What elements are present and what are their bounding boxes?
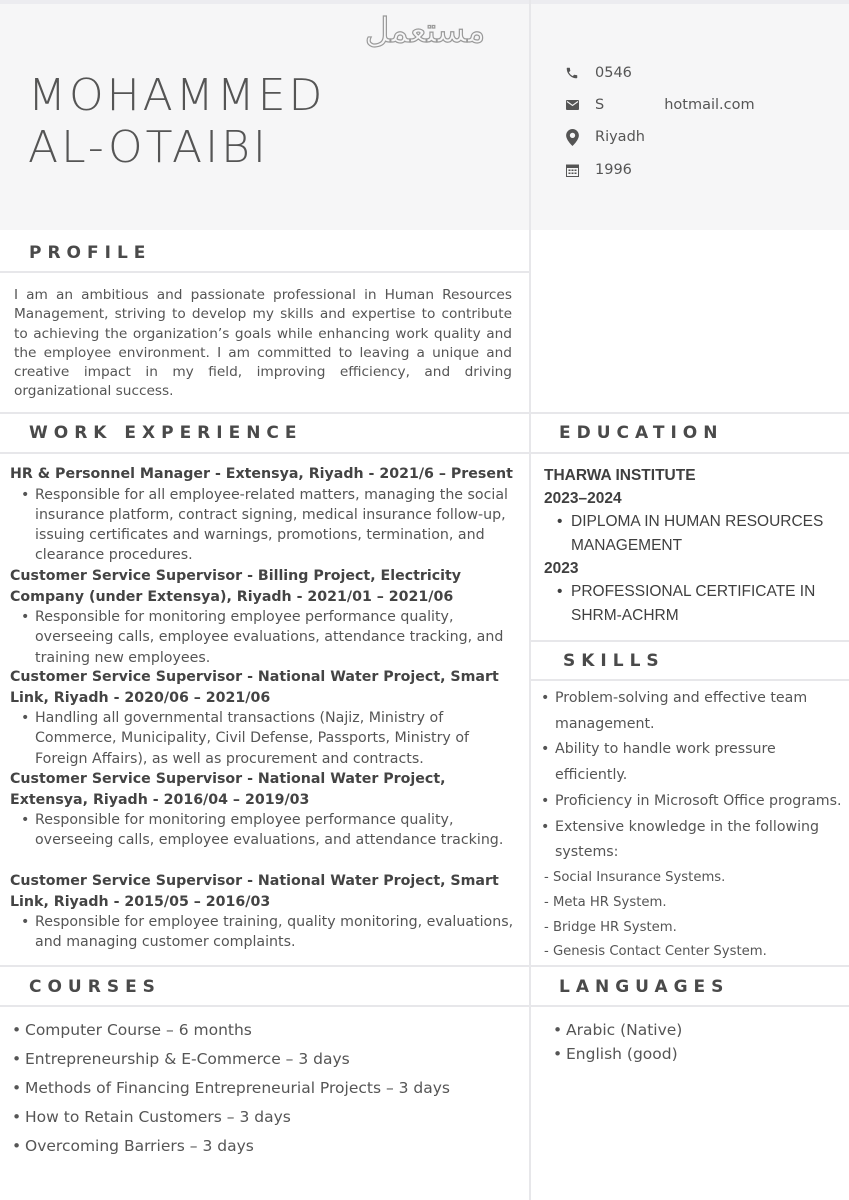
languages-list <box>553 1018 682 1066</box>
job-title: Customer Service Supervisor - National Water Project, Extensya, Riyadh - 2016/04 – 2019/03 <box>10 771 446 808</box>
divider <box>0 412 849 414</box>
divider <box>0 965 849 967</box>
course-item: • Entrepreneurship & E-Commerce – 3 days <box>12 1045 450 1074</box>
job-description: • Responsible for monitoring employee performance quality, overseeing calls, employee evaluations, and attendance tracking. <box>10 810 520 851</box>
watermark-logo <box>348 8 502 52</box>
education-period: 2023–2024 <box>544 490 622 507</box>
course-item: • Overcoming Barriers – 3 days <box>12 1132 450 1161</box>
job-entry <box>10 769 520 851</box>
phone-icon <box>565 65 579 81</box>
email-domain: hotmail.com <box>664 97 755 113</box>
job-entry <box>10 871 520 953</box>
job-description: • Responsible for monitoring employee performance quality, overseeing calls, employee evaluations, attendance tracking, and training new employees. <box>10 607 520 668</box>
course-item: • How to Retain Customers – 3 days <box>12 1103 450 1132</box>
job-title: Customer Service Supervisor - Billing Project, Electricity Company (under Extensya), Riyadh - 2021/01 – 2021/06 <box>10 568 462 605</box>
language-item: • Arabic (Native) <box>553 1018 682 1042</box>
job-title: HR & Personnel Manager - Extensya, Riyadh - 2021/6 – Present <box>10 466 513 482</box>
languages-heading: LANGUAGES <box>559 977 730 997</box>
profile-heading: PROFILE <box>29 243 152 263</box>
job-description: • Responsible for employee training, quality monitoring, evaluations, and managing customer complaints. <box>10 912 520 953</box>
courses-heading: COURSES <box>29 977 161 997</box>
calendar-icon <box>565 162 579 178</box>
location: Riyadh <box>595 129 645 145</box>
course-item: • Methods of Financing Entrepreneurial Projects – 3 days <box>12 1074 450 1103</box>
education-block <box>544 464 844 627</box>
job-description: • Handling all governmental transactions (Najiz, Ministry of Commerce, Municipality, Civil Defense, Passports, Ministry of Foreign Affairs), as well as procurement and contracts. <box>10 708 520 769</box>
job-title: Customer Service Supervisor - National Water Project, Smart Link, Riyadh - 2015/05 – 2016/03 <box>10 873 499 910</box>
courses-list <box>12 1016 450 1161</box>
birth-year: 1996 <box>595 162 632 178</box>
skill-item: • Problem-solving and effective team management. <box>541 686 849 737</box>
redacted-email <box>604 97 664 113</box>
envelope-icon <box>565 97 579 113</box>
job-description: • Responsible for all employee-related matters, managing the social insurance platform, contract signing, medical insurance follow-up, issuing certificates and warnings, promotions, termination, and clearance procedures. <box>10 485 520 566</box>
education-item: • DIPLOMA IN HUMAN RESOURCES MANAGEMENT <box>544 510 844 557</box>
divider <box>531 640 849 642</box>
job-title: Customer Service Supervisor - National Water Project, Smart Link, Riyadh - 2020/06 – 2021/06 <box>10 669 499 706</box>
divider <box>0 271 529 273</box>
job-entry <box>10 566 520 668</box>
candidate-name <box>28 70 325 174</box>
education-heading: EDUCATION <box>559 423 724 443</box>
skill-item: • Ability to handle work pressure efficiently. <box>541 737 849 788</box>
name-line-2: AL-OTAIBI <box>28 122 269 173</box>
email-prefix: S <box>595 97 605 113</box>
skill-item: • Proficiency in Microsoft Office programs. <box>541 789 849 815</box>
column-divider <box>529 0 531 1200</box>
contact-email <box>565 94 755 116</box>
work-experience-heading: WORK EXPERIENCE <box>29 423 303 443</box>
skill-item: • Extensive knowledge in the following systems: <box>541 815 849 866</box>
top-strip <box>0 0 849 4</box>
contact-birth-year <box>565 159 632 181</box>
system-item: - Meta HR System. <box>544 894 667 910</box>
location-pin-icon <box>565 129 579 145</box>
job-entry <box>10 667 520 769</box>
phone-number: 0546 <box>595 65 632 81</box>
job-entry <box>10 464 520 566</box>
watermark-text: مستعمل <box>364 11 486 51</box>
institute-name: THARWA INSTITUTE <box>544 467 696 484</box>
divider <box>0 1005 849 1007</box>
name-line-1: MOHAMMED <box>28 70 326 121</box>
divider <box>531 679 849 681</box>
contact-location <box>565 126 645 148</box>
language-item: • English (good) <box>553 1042 682 1066</box>
education-item: • PROFESSIONAL CERTIFICATE IN SHRM-ACHRM <box>544 580 844 627</box>
system-item: - Bridge HR System. <box>544 919 677 935</box>
profile-text: I am an ambitious and passionate professional in Human Resources Management, striving to develop my skills and expertise to contribute to achieving the organization’s goals while enhancing work quality and the employee environment. I am committed to leaving a unique and creative impact in my field, improving efficiency, and driving organizational success. <box>14 287 512 400</box>
course-item: • Computer Course – 6 months <box>12 1016 450 1045</box>
contact-phone <box>565 62 632 84</box>
system-item: - Genesis Contact Center System. <box>544 944 767 960</box>
system-item: - Social Insurance Systems. <box>544 869 726 885</box>
skills-list <box>541 686 849 965</box>
skills-heading: SKILLS <box>563 651 665 671</box>
divider <box>0 452 849 454</box>
education-period: 2023 <box>544 560 579 577</box>
